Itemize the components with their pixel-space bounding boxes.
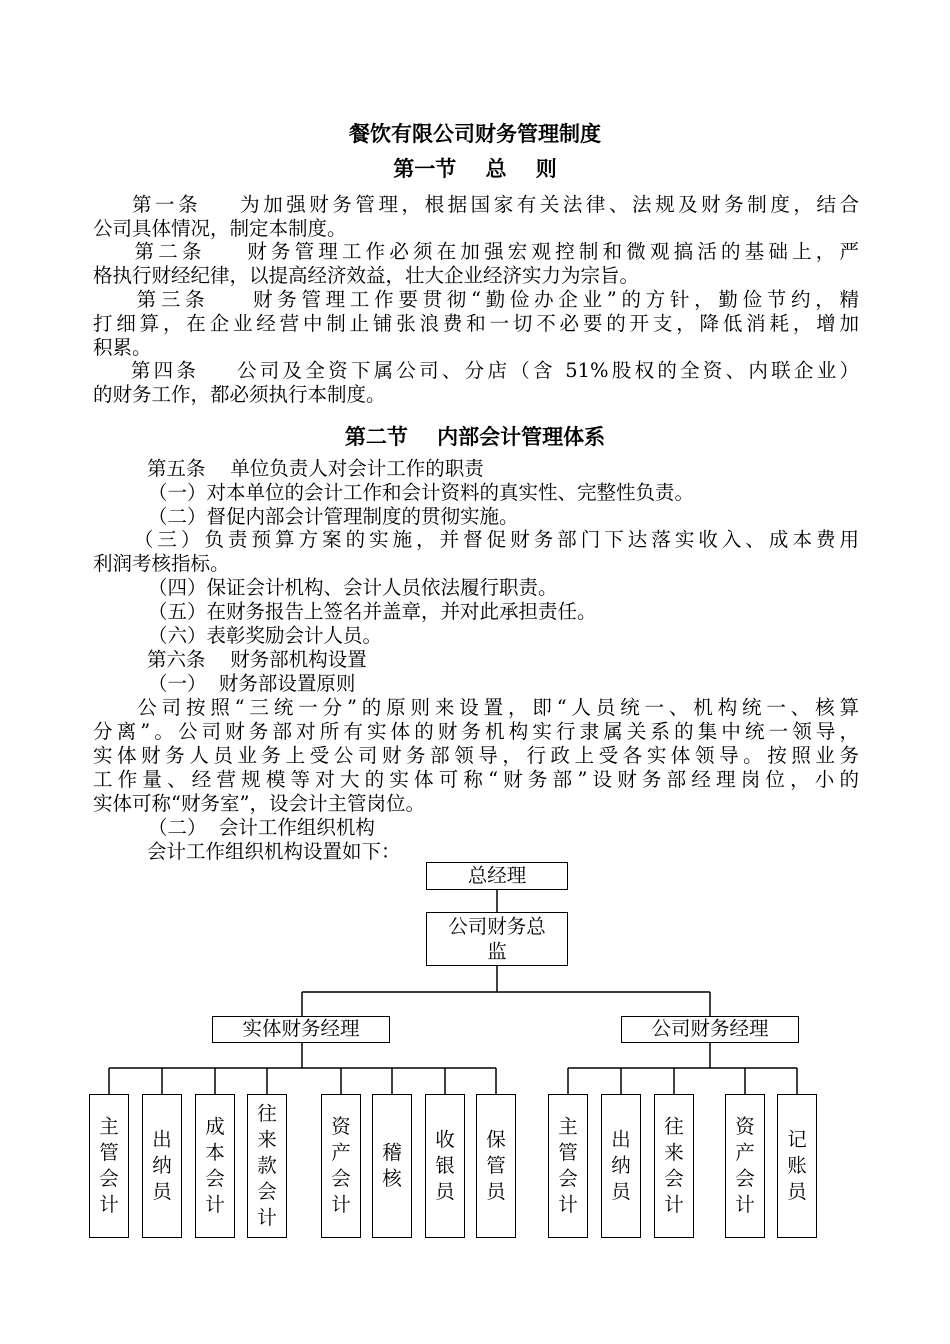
org-staff-left — [476, 1094, 516, 1238]
staff-label: 往来款会计 — [257, 1102, 277, 1229]
article-6-heading: 第六条 财务部机构设置 — [147, 648, 367, 671]
staff-label: 资产会计 — [331, 1115, 351, 1216]
staff-label: 主管会计 — [558, 1115, 578, 1216]
org-staff-left — [89, 1094, 129, 1238]
org-node-entity-finance-manager: 实体财务经理 — [212, 1016, 390, 1043]
org-node-company-finance-manager: 公司财务经理 — [621, 1016, 799, 1043]
article-5-item-3-line-2: 利润考核指标。 — [93, 552, 230, 575]
staff-label: 出纳员 — [611, 1128, 631, 1203]
org-staff-left — [425, 1094, 465, 1238]
staff-label: 记账员 — [787, 1128, 807, 1203]
principle-line-1: 公司按照“三统一分”的原则来设置，即“人员统一、机构统一、核算 — [93, 696, 859, 719]
principle-line-5: 实体可称“财务室”，设会计主管岗位。 — [93, 792, 425, 815]
staff-label: 成本会计 — [205, 1115, 225, 1216]
org-staff-left — [142, 1094, 182, 1238]
org-staff-left — [247, 1094, 287, 1238]
article-1-line-2: 公司具体情况，制定本制度。 — [93, 217, 347, 240]
article-5-item-3-line-1: （三）负责预算方案的实施，并督促财务部门下达落实收入、成本费用 — [93, 528, 859, 551]
article-4-line-2: 的财务工作，都必须执行本制度。 — [93, 383, 386, 406]
org-node-general-manager: 总经理 — [426, 862, 568, 890]
article-3-line-2: 打细算，在企业经营中制止铺张浪费和一切不必要的开支，降低消耗，增加 — [93, 312, 859, 335]
org-chart-intro: 会计工作组织机构设置如下： — [147, 840, 401, 863]
article-1-line-1: 第一条 为加强财务管理，根据国家有关法律、法规及财务制度，结合 — [93, 193, 859, 216]
staff-label: 往来会计 — [664, 1115, 684, 1216]
org-staff-left — [195, 1094, 235, 1238]
principle-line-2: 分离”。公司财务部对所有实体的财务机构实行隶属关系的集中统一领导， — [93, 720, 859, 743]
org-staff-right — [725, 1094, 765, 1238]
org-staff-right — [654, 1094, 694, 1238]
org-staff-left — [372, 1094, 412, 1238]
article-3-line-3: 积累。 — [93, 336, 152, 359]
document-title: 餐饮有限公司财务管理制度 — [349, 122, 601, 146]
org-node-finance-director: 公司财务总监 — [426, 912, 568, 966]
staff-label: 收银员 — [435, 1128, 455, 1203]
org-staff-right — [777, 1094, 817, 1238]
article-5-item-4: （四）保证会计机构、会计人员依法履行职责。 — [148, 576, 558, 599]
staff-label: 稽核 — [382, 1141, 402, 1190]
section-heading-1: 第一节 总 则 — [393, 157, 557, 181]
article-5-item-1: （一）对本单位的会计工作和会计资料的真实性、完整性负责。 — [148, 481, 695, 504]
article-5-item-5: （五）在财务报告上签名并盖章，并对此承担责任。 — [148, 600, 597, 623]
staff-label: 资产会计 — [735, 1115, 755, 1216]
staff-label: 保管员 — [486, 1128, 506, 1203]
article-5-item-6: （六）表彰奖励会计人员。 — [148, 624, 383, 647]
org-staff-right — [601, 1094, 641, 1238]
article-6-item-1: （一） 财务部设置原则 — [148, 672, 356, 695]
article-2-line-2: 格执行财经纪律，以提高经济效益，壮大企业经济实力为宗旨。 — [93, 264, 640, 287]
principle-line-3: 实体财务人员业务上受公司财务部领导，行政上受各实体领导。按照业务 — [93, 744, 859, 767]
staff-label: 出纳员 — [152, 1128, 172, 1203]
article-5-heading: 第五条 单位负责人对会计工作的职责 — [147, 457, 484, 480]
section-heading-2: 第二节 内部会计管理体系 — [344, 425, 606, 449]
article-2-line-1: 第二条 财务管理工作必须在加强宏观控制和微观搞活的基础上，严 — [93, 240, 859, 263]
article-3-line-1: 第三条 财务管理工作要贯彻“勤俭办企业”的方针，勤俭节约，精 — [93, 288, 859, 311]
principle-line-4: 工作量、经营规模等对大的实体可称“财务部”设财务部经理岗位，小的 — [93, 768, 859, 791]
article-6-item-2: （二） 会计工作组织机构 — [148, 816, 375, 839]
staff-label: 主管会计 — [99, 1115, 119, 1216]
org-staff-right — [548, 1094, 588, 1238]
org-staff-left — [321, 1094, 361, 1238]
article-5-item-2: （二）督促内部会计管理制度的贯彻实施。 — [148, 505, 519, 528]
article-4-line-1: 第四条 公司及全资下属公司、分店（含 51%股权的全资、内联企业） — [93, 359, 859, 382]
